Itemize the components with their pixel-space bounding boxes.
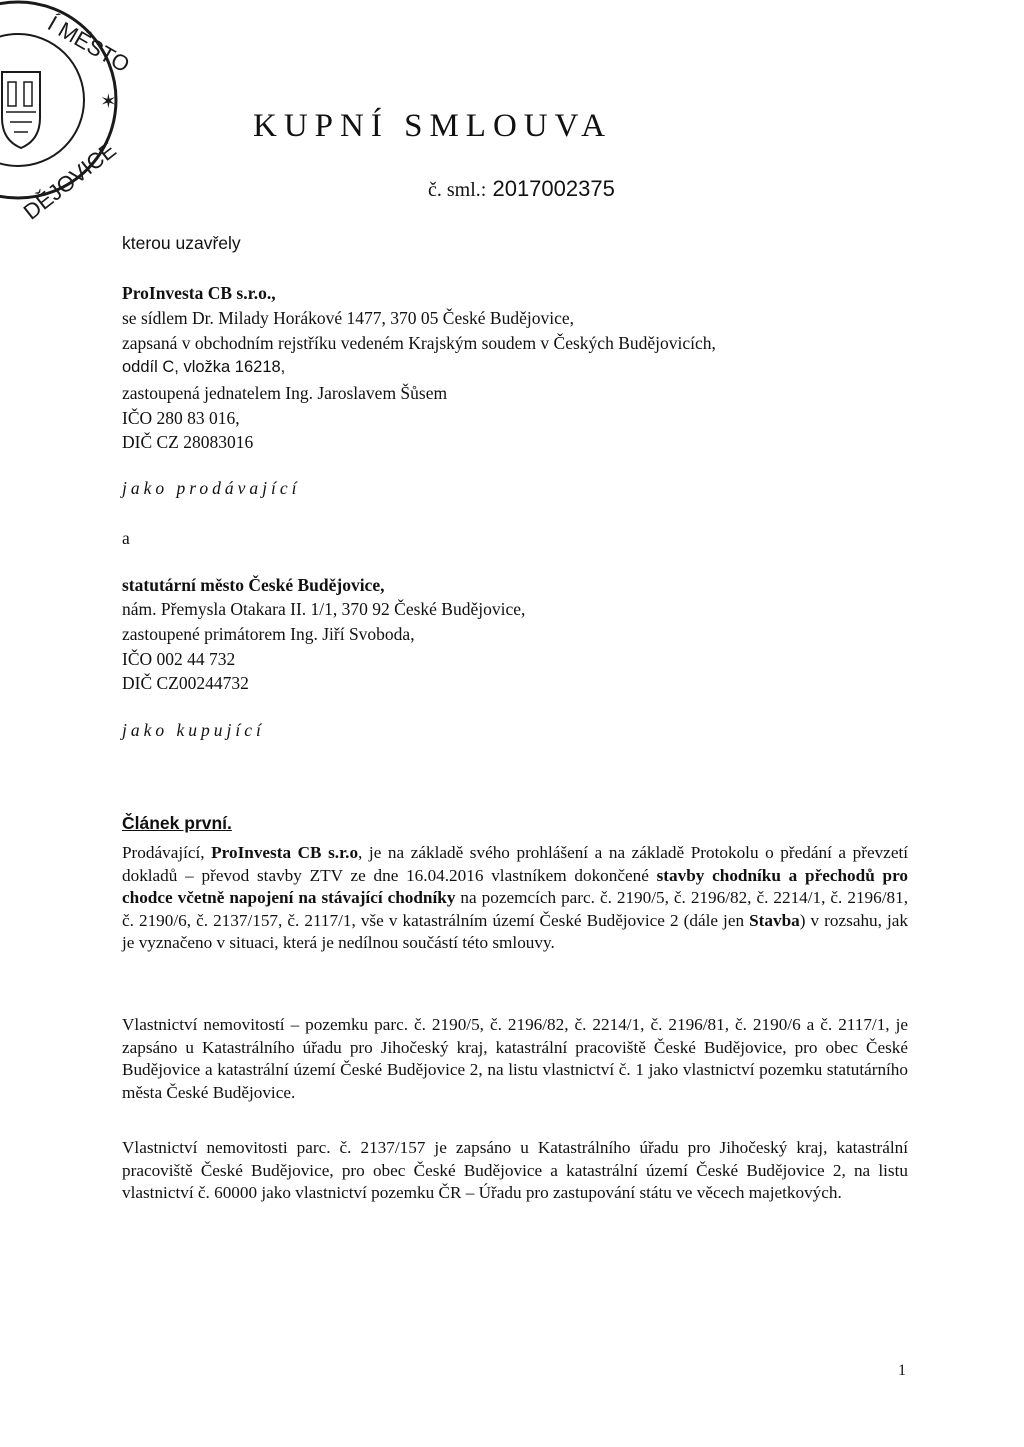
article-paragraph-3: [122, 1137, 908, 1205]
intro-text: kterou uzavřely: [122, 233, 241, 253]
buyer-dic: DIČ CZ00244732: [122, 673, 249, 693]
buyer-address: nám. Přemysla Otakara II. 1/1, 370 92 České Budějovice,: [122, 599, 526, 619]
contract-number: 2017002375: [492, 176, 615, 201]
p1-construction-name: stavby chodníku a přechodů pro chodce včetně napojení na stávající chodníky: [122, 865, 908, 908]
seller-dic: DIČ CZ 28083016: [122, 432, 254, 452]
coat-of-arms-icon: [2, 72, 40, 148]
stamp-star: ✶: [100, 89, 117, 113]
seller-register: zapsaná v obchodním rejstříku vedeném Krajským soudem v Českých Budějovicích,: [122, 333, 716, 353]
p1-text-g: ) v rozsahu, jak je vyznačeno v situaci, která je nedílnou součástí této smlouvy.: [122, 910, 908, 953]
seller-role: jako prodávající: [122, 478, 301, 498]
stamp-text-bottom: DĚJOVICE: [18, 137, 121, 225]
document-title: KUPNÍ SMLOUVA: [253, 108, 613, 144]
p1-defined-term: Stavba: [749, 910, 800, 930]
p3-text: Vlastnictví nemovitosti parc. č. 2137/157 je zapsáno u Katastrálního úřadu pro Jihočeský kraj, katastrální pracoviště České Budějovice, pro obec České Budějovice a katastrální území České Budějovice 2, na listu vlastnictví č. 60000 jako vlastnictví pozemku ČR – Úřadu pro zastupování státu ve věcech majetkových.: [122, 1138, 908, 1203]
contract-number-label: č. sml.:: [428, 179, 487, 201]
buyer-role: jako kupující: [122, 720, 265, 740]
p1-text-e: na pozemcích parc. č. 2190/5, č. 2196/82, č. 2214/1, č. 2196/81, č. 2190/6, č. 2137/157, č. 2117/1, vše v katastrálním území České Budějovice 2 (dále jen: [122, 888, 908, 930]
p2-text: Vlastnictví nemovitostí – pozemku parc. č. 2190/5, č. 2196/82, č. 2214/1, č. 2196/81, č. 2190/6 a č. 2117/1, je zapsáno u Katastrálního úřadu pro Jihočeský kraj, katastrální pracoviště České Budějovice, pro obec České Budějovice a katastrální území České Budějovice 2, na listu vlastnictví č. 1 jako vlastnictví pozemku statutárního města České Budějovice.: [122, 1015, 908, 1102]
seller-address: se sídlem Dr. Milady Horákové 1477, 370 05 České Budějovice,: [122, 308, 575, 328]
article-paragraph-2: [122, 1014, 908, 1104]
buyer-representative: zastoupené primátorem Ing. Jiří Svoboda,: [122, 624, 415, 644]
stamp-text-top: Í MĚSTO: [43, 10, 134, 78]
p1-text-c: , je na základě svého prohlášení a na základě Protokolu o předání a převzetí dokladů – převod stavby ZTV ze dne 16.04.2016 vlastníkem dokončené: [122, 843, 908, 885]
official-stamp: [0, 0, 134, 225]
p1-seller-name: ProInvesta CB s.r.o: [211, 843, 359, 862]
article-paragraph-1: [122, 842, 908, 955]
seller-name: ProInvesta CB s.r.o.,: [122, 283, 276, 303]
page-number: 1: [898, 1362, 906, 1379]
seller-section: oddíl C, vložka 16218,: [122, 358, 286, 376]
p1-text-a: Prodávající,: [122, 843, 212, 862]
conjunction: a: [122, 528, 130, 548]
article-heading: Článek první.: [122, 813, 232, 833]
contract-number-line: [428, 176, 615, 202]
seller-representative: zastoupená jednatelem Ing. Jaroslavem Šůsem: [122, 383, 448, 403]
buyer-ico: IČO 002 44 732: [122, 649, 236, 669]
buyer-name: statutární město České Budějovice,: [122, 575, 385, 595]
seller-ico: IČO 280 83 016,: [122, 408, 240, 428]
